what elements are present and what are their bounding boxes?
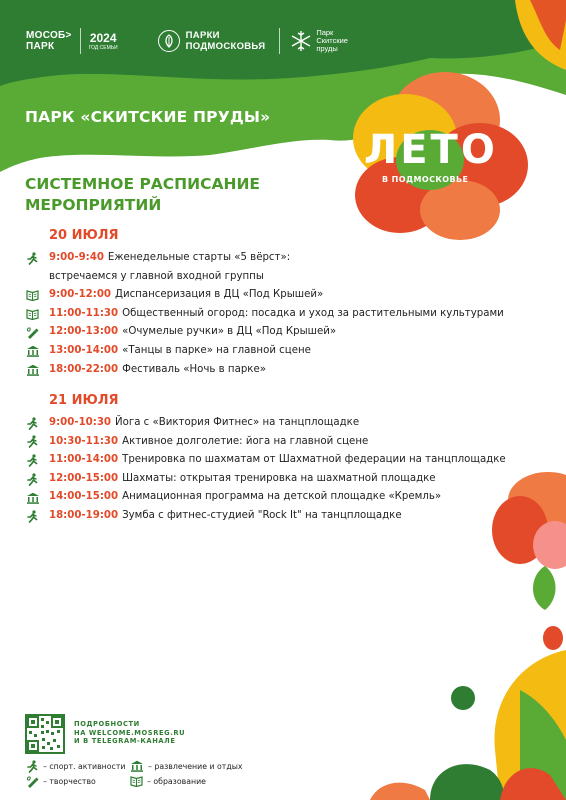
spacer [26,268,44,287]
event-time: 10:30-11:30 [49,435,119,447]
entertainment-icon [26,488,44,507]
education-icon [26,305,44,324]
event-time: 9:00-9:40 [49,252,104,263]
event-time: 12:00-15:00 [49,472,119,484]
legend-item-entertainment: – развлечение и отдых [130,760,243,772]
event-time: 18:00-22:00 [49,363,119,375]
event-description: Шахматы: открытая тренировка на шахматной площадке [122,472,436,484]
entertainment-icon [26,342,44,361]
event-description: встречаемся у главной входной группы [49,270,264,282]
event-time: 9:00-10:30 [49,417,111,428]
event-row [26,323,556,342]
event-description: Диспансеризация в ДЦ «Под Крышей» [115,289,324,301]
event-description: Йога с «Виктория Фитнес» на танцплощадке [115,417,360,428]
sport-icon [26,414,44,433]
sport-icon [26,249,44,268]
leto-subtitle: В ПОДМОСКОВЬЕ [382,175,469,184]
event-description: «Очумелые ручки» в ДЦ «Под Крышей» [122,326,337,338]
event-time: 18:00-19:00 [49,509,119,521]
info-text: ПОДРОБНОСТИ НА WELCOME.MOSREG.RU И В TELEGRAM-КАНАЛЕ [74,720,186,745]
sport-icon [26,507,44,526]
event-description: «Танцы в парке» на главной сцене [122,344,311,356]
sport-icon [26,470,44,489]
skitskie-prudy-logo: Парк Скитские пруды [290,29,348,53]
event-description: Зумба с фитнес-студией "Rock It" на танцплощадке [122,509,402,521]
day-schedule [26,393,556,526]
event-description: Еженедельные старты «5 вёрст»: [107,252,291,263]
event-row [26,249,556,268]
entertainment-icon [26,361,44,380]
day-schedule [26,228,556,379]
header-logos [26,28,348,54]
event-description: Фестиваль «Ночь в парке» [122,363,266,375]
day-date: 20 ИЮЛЯ [49,228,119,243]
event-row [26,286,556,305]
qr-code[interactable] [25,714,65,754]
event-row [26,488,556,507]
leaf-icon [158,30,180,52]
sport-icon [26,433,44,452]
park-title: ПАРК «СКИТСКИЕ ПРУДЫ» [25,108,271,126]
leto-title: ЛЕТО [364,127,498,173]
day-date: 21 ИЮЛЯ [49,393,119,408]
event-row [26,507,556,526]
snowflake-icon [290,30,312,52]
schedule-title: СИСТЕМНОЕ РАСПИСАНИЕ МЕРОПРИЯТИЙ [25,175,261,214]
event-description: Анимационная программа на детской площадке «Кремль» [122,491,442,503]
event-time: 14:00-15:00 [49,491,119,503]
website-link[interactable]: НА WELCOME.MOSREG.RU [74,728,186,737]
legend-item-sport: – спорт. активности [26,760,125,773]
divider [279,28,280,54]
event-time: 11:00-11:30 [49,307,119,319]
event-description: Общественный огород: посадка и уход за растительными культурами [122,307,504,319]
event-description: Тренировка по шахматам от Шахматной федерации на танцплощадке [122,454,506,466]
mosobpark-logo: МОСОБ> ПАРК [26,30,72,52]
event-row [26,361,556,380]
legend-item-creativity: – творчество [26,775,96,788]
entertainment-icon [130,760,146,772]
parki-podmoskovya-logo: ПАРКИ ПОДМОСКОВЬЯ [158,30,266,52]
sport-icon [26,451,44,470]
sport-icon [26,760,41,773]
event-time: 12:00-13:00 [49,326,119,338]
event-description: Активное долголетие: йога на главной сцене [122,435,369,447]
event-row [26,268,556,287]
event-time: 13:00-14:00 [49,344,119,356]
creativity-icon [26,775,41,788]
year-of-family-logo: 2024 ГОД СЕМЬИ [88,30,118,51]
event-row [26,433,556,452]
event-row [26,451,556,470]
event-row [26,342,556,361]
education-icon [130,775,145,787]
event-time: 11:00-14:00 [49,454,119,466]
event-time: 9:00-12:00 [49,289,111,301]
event-row [26,305,556,324]
creativity-icon [26,323,44,342]
event-row [26,470,556,489]
event-row [26,414,556,433]
legend-item-education: – образование [130,775,206,787]
divider [80,28,81,54]
education-icon [26,286,44,305]
